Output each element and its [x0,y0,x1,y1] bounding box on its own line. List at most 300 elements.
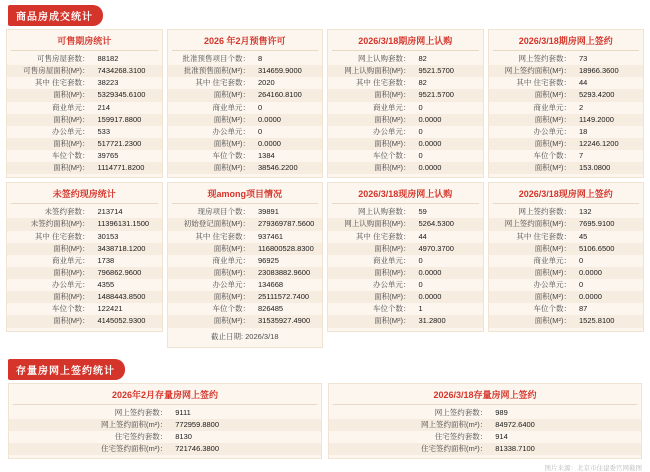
row-value: 116800528.8300 [254,243,322,255]
table-row [489,114,644,126]
row-value: 517721.2300 [94,138,162,150]
row-value: 87 [579,304,588,314]
row-label: 商业单元： [373,102,411,112]
table-row [489,126,644,138]
row-label: 车位个数： [373,151,411,160]
row-label: 面积(M²)： [168,315,255,327]
row-label: 其中 住宅套数： [355,231,411,241]
card-header: 可售期房统计 [11,32,158,51]
row-label: 面积(M²)： [7,138,94,150]
table-row [7,279,162,291]
table-row [328,138,483,150]
table-row [489,267,644,279]
row-label: 未签约套数： [44,207,90,217]
row-value: 937461 [258,231,284,241]
table-row [168,255,323,267]
table-row [328,279,483,291]
section-title-stock-housing: 存量房网上签约统计 [8,359,125,380]
row-value: 1 [418,304,423,314]
row-value: 44 [418,231,427,241]
stats-panel-grid [0,29,650,348]
row-value: 0 [579,280,584,289]
row-label: 车位个数： [373,304,411,314]
table-row [328,150,483,162]
table-row [7,303,162,315]
row-value: 3438718.1200 [94,243,162,255]
stock-housing-panels [0,383,650,460]
row-value: 1114771.8200 [94,162,162,174]
row-label: 办公单元： [373,280,411,289]
row-label: 面积(M²)： [168,162,255,174]
row-value: 0 [418,102,423,112]
card-existing-online-subscription [327,182,484,331]
table-row [489,243,644,255]
row-label: 面积(M²)： [168,243,255,255]
card-table [328,206,483,327]
row-value: 88182 [97,54,119,63]
row-label: 面积(M²)： [7,291,94,303]
table-row [9,407,321,419]
table-row [328,114,483,126]
row-value: 4355 [97,280,115,289]
row-value: 23083882.9600 [254,267,322,279]
card-table [168,206,323,327]
table-row [489,255,644,267]
table-row [168,231,323,243]
section-title-commodity-housing: 商品房成交统计 [8,5,103,26]
table-row [7,291,162,303]
row-value: 0 [258,102,263,112]
row-label: 网上签约套数： [518,54,572,63]
row-value: 59 [418,207,427,217]
row-value: 31535927.4900 [254,315,322,327]
row-value: 81338.7100 [491,443,641,455]
row-label: 面积(M²)： [168,267,255,279]
table-row [7,267,162,279]
table-row [489,102,644,114]
row-value: 39765 [97,151,119,160]
card-table [489,53,644,174]
row-value: 18 [579,126,588,136]
table-row [489,206,644,218]
card-table [9,407,321,456]
row-label: 其中 住宅套数： [34,231,90,241]
row-value: 0.0000 [415,114,483,126]
table-row [7,102,162,114]
row-label: 面积(M²)： [7,243,94,255]
row-label: 网上认购面积(M²)： [328,65,415,77]
table-row [168,279,323,291]
table-row [328,291,483,303]
row-value: 0.0000 [415,162,483,174]
table-row [9,419,321,431]
row-value: 0.0000 [415,291,483,303]
card-presale-online-contract [488,29,645,178]
row-value: 1149.2000 [575,114,643,126]
row-label: 面积(M²)： [328,315,415,327]
card-table [7,206,162,327]
row-value: 132 [579,207,592,217]
table-row [168,206,323,218]
section-title-wrap-1 [0,0,650,29]
row-value: 5106.6500 [575,243,643,255]
table-row [328,126,483,138]
row-label: 面积(M²)： [328,162,415,174]
table-row [168,267,323,279]
row-value: 0.0000 [415,267,483,279]
row-value: 721746.3800 [171,443,321,455]
table-row [489,138,644,150]
row-label: 面积(M²)： [7,162,94,174]
row-label: 面积(M²)： [7,89,94,101]
card-header: 2026/3/18存量房网上签约 [333,386,637,405]
row-value: 44 [579,78,588,88]
table-row [7,150,162,162]
row-value: 9521.5700 [415,65,483,77]
card-header: 2026 年2月预售许可 [172,32,319,51]
row-label: 网上认购套数： [358,54,411,63]
row-value: 5264.5300 [415,218,483,230]
stats-column-3 [327,29,484,348]
table-row [7,315,162,327]
table-row [489,315,644,327]
table-row [7,231,162,243]
row-value: 5329345.6100 [94,89,162,101]
row-label: 面积(M²)： [168,291,255,303]
table-row [7,53,162,65]
row-value: 533 [97,126,111,136]
row-value: 0 [418,126,423,136]
table-row [9,443,321,455]
row-value: 7695.9100 [575,218,643,230]
row-value: 0 [258,126,263,136]
table-row [328,267,483,279]
row-label: 办公单元： [212,280,251,289]
table-row [7,138,162,150]
row-label: 可售房屋面积(M²)： [7,65,94,77]
row-label: 其中 住宅套数： [516,78,572,88]
row-value: 214 [97,102,111,112]
row-label: 面积(M²)： [328,291,415,303]
table-row [489,77,644,89]
table-row [489,279,644,291]
table-row [168,315,323,327]
row-label: 网上认购面积(M²)： [328,218,415,230]
table-row [328,255,483,267]
row-value: 30153 [97,231,119,241]
table-row [489,53,644,65]
row-value: 45 [579,231,588,241]
table-row [9,431,321,443]
table-row [168,138,323,150]
table-row [7,162,162,174]
card-header: 2026/3/18期房网上认购 [332,32,479,51]
table-row [168,218,323,230]
table-row [328,315,483,327]
row-value: 2 [579,102,584,112]
card-table [168,53,323,174]
row-label: 商业单元： [373,255,411,265]
row-label: 商业单元： [533,102,572,112]
row-value: 914 [495,431,508,441]
table-row [489,150,644,162]
row-label: 面积(M²)： [489,243,576,255]
table-row [168,243,323,255]
row-value: 264160.8100 [254,89,322,101]
row-label: 车位个数： [212,151,251,160]
row-value: 1488443.8500 [94,291,162,303]
row-label: 面积(M²)： [328,89,415,101]
row-label: 网上签约面积(m²)： [9,419,171,431]
table-row [7,218,162,230]
row-label: 办公单元： [52,126,90,136]
row-label: 批准预售面积(M²)： [168,65,255,77]
row-value: 159917.8800 [94,114,162,126]
row-label: 面积(M²)： [168,114,255,126]
row-label: 面积(M²)： [489,315,576,327]
card-header: 现among项目情况 [172,185,319,204]
row-label: 现房项目个数： [197,207,251,217]
row-value: 84972.6400 [491,419,641,431]
table-row [329,431,641,443]
card-table [329,407,641,456]
row-label: 其中 住宅套数： [195,231,251,241]
row-label: 网上签约套数： [518,207,572,217]
row-value: 0 [579,255,584,265]
table-row [489,231,644,243]
card-header: 2026年2月存量房网上签约 [13,386,317,405]
row-label: 住宅签约套数： [434,431,488,441]
row-label: 面积(M²)： [7,114,94,126]
table-row [7,114,162,126]
row-label: 商业单元： [52,102,90,112]
card-table [328,53,483,174]
table-row [7,89,162,101]
table-row [489,162,644,174]
row-value: 772959.8800 [171,419,321,431]
row-label: 面积(M²)： [328,114,415,126]
table-row [328,77,483,89]
table-row [489,291,644,303]
row-label: 网上签约面积(M²)： [489,218,576,230]
card-presale-permit [167,29,324,178]
row-label: 住宅签约面积(m²)： [9,443,171,455]
table-row [168,150,323,162]
row-value: 25111572.7400 [254,291,322,303]
row-label: 面积(M²)： [168,89,255,101]
table-row [168,102,323,114]
row-value: 8130 [175,431,192,441]
row-value: 39891 [258,207,279,217]
row-value: 5293.4200 [575,89,643,101]
table-row [168,162,323,174]
row-label: 批准预售项目个数： [182,54,251,63]
row-value: 0 [418,280,423,289]
table-row [168,114,323,126]
row-value: 82 [418,54,427,63]
row-value: 122421 [97,304,123,314]
row-value: 4970.3700 [415,243,483,255]
table-row [168,53,323,65]
table-row [168,65,323,77]
row-label: 可售房屋套数： [37,54,90,63]
row-value: 989 [495,407,508,417]
row-value: 18966.3600 [575,65,643,77]
row-label: 面积(M²)： [168,138,255,150]
row-value: 1525.8100 [575,315,643,327]
row-label: 车位个数： [52,304,90,314]
card-existing-online-contract [488,182,645,331]
table-row [328,53,483,65]
row-value: 9111 [175,407,191,417]
row-label: 其中 住宅套数： [516,231,572,241]
table-row [328,65,483,77]
row-label: 面积(M²)： [489,291,576,303]
row-label: 网上签约面积(M²)： [489,65,576,77]
row-label: 面积(M²)： [7,315,94,327]
row-label: 车位个数： [212,304,251,314]
table-row [489,218,644,230]
table-row [7,126,162,138]
card-stock-daily-contract [328,383,642,460]
row-value: 0.0000 [254,138,322,150]
table-row [7,77,162,89]
row-value: 38223 [97,78,119,88]
table-row [329,419,641,431]
row-value: 134668 [258,280,284,289]
row-label: 其中 住宅套数： [34,78,90,88]
row-label: 面积(M²)： [489,267,576,279]
table-row [7,255,162,267]
table-row [328,206,483,218]
row-value: 12246.1200 [575,138,643,150]
row-label: 其中 住宅套数： [355,78,411,88]
card-table [7,53,162,174]
table-row [168,77,323,89]
row-value: 279369787.5600 [254,218,322,230]
table-row [7,206,162,218]
row-value: 31.2800 [415,315,483,327]
card-presale-online-subscription [327,29,484,178]
row-label: 住宅签约套数： [114,431,168,441]
row-label: 车位个数： [52,151,90,160]
row-label: 办公单元： [212,126,251,136]
row-label: 商业单元： [533,255,572,265]
table-row [328,243,483,255]
row-value: 38546.2200 [254,162,322,174]
row-label: 面积(M²)： [489,138,576,150]
row-value: 82 [418,78,427,88]
row-label: 面积(M²)： [328,267,415,279]
card-existing-projects [167,182,324,347]
table-row [168,89,323,101]
row-label: 初始登记面积(M²)： [168,218,255,230]
row-value: 9521.5700 [415,89,483,101]
row-value: 0.0000 [254,114,322,126]
row-value: 2020 [258,78,275,88]
row-value: 0 [418,255,423,265]
row-value: 314659.9000 [254,65,322,77]
row-value: 73 [579,54,588,63]
table-row [168,126,323,138]
stats-column-1 [6,29,163,348]
table-row [168,291,323,303]
row-label: 网上签约套数： [434,407,488,417]
row-label: 车位个数： [533,304,572,314]
table-row [328,218,483,230]
table-row [328,231,483,243]
row-label: 面积(M²)： [328,138,415,150]
table-row [328,303,483,315]
row-value: 8 [258,54,263,63]
table-row [7,243,162,255]
card-header: 2026/3/18现房网上签约 [493,185,640,204]
row-label: 网上签约套数： [114,407,168,417]
table-row [329,443,641,455]
image-source-credit: 图片来源：北京市住建委官网截图 [544,465,642,472]
card-header: 2026/3/18期房网上签约 [493,32,640,51]
row-label: 网上认购套数： [358,207,411,217]
row-value: 0 [418,151,423,160]
row-label: 办公单元： [373,126,411,136]
card-table [489,206,644,327]
row-label: 商业单元： [212,102,251,112]
row-value: 7434268.3100 [94,65,162,77]
table-row [168,303,323,315]
card-available-presale [6,29,163,178]
row-value: 0.0000 [575,291,643,303]
row-label: 车位个数： [533,151,572,160]
row-value: 796862.9600 [94,267,162,279]
row-label: 面积(M²)： [489,162,576,174]
row-label: 商业单元： [52,255,90,265]
stats-column-2 [167,29,324,348]
row-value: 4145052.9300 [94,315,162,327]
row-label: 网上签约面积(m²)： [329,419,491,431]
row-label: 办公单元： [533,126,572,136]
table-row [328,162,483,174]
row-label: 商业单元： [212,255,251,265]
row-value: 213714 [97,207,123,217]
table-row [328,102,483,114]
row-label: 办公单元： [52,280,90,289]
table-row [7,65,162,77]
row-label: 面积(M²)： [328,243,415,255]
card-stock-monthly-contract [8,383,322,460]
row-value: 1384 [258,151,275,160]
table-row [489,89,644,101]
section-title-wrap-2 [0,354,650,383]
row-label: 面积(M²)： [489,89,576,101]
row-label: 住宅签约面积(m²)： [329,443,491,455]
row-value: 1738 [97,255,115,265]
table-row [489,65,644,77]
row-value: 7 [579,151,584,160]
row-value: 96925 [258,255,279,265]
row-label: 面积(M²)： [489,114,576,126]
row-label: 面积(M²)： [7,267,94,279]
row-label: 未签约面积(M²)： [7,218,94,230]
table-row [329,407,641,419]
row-label: 其中 住宅套数： [195,78,251,88]
card-header: 2026/3/18现房网上认购 [332,185,479,204]
table-row [489,303,644,315]
table-row [328,89,483,101]
row-value: 0.0000 [575,267,643,279]
stats-column-4 [488,29,645,348]
card-header: 未签约现房统计 [11,185,158,204]
row-label: 办公单元： [533,280,572,289]
